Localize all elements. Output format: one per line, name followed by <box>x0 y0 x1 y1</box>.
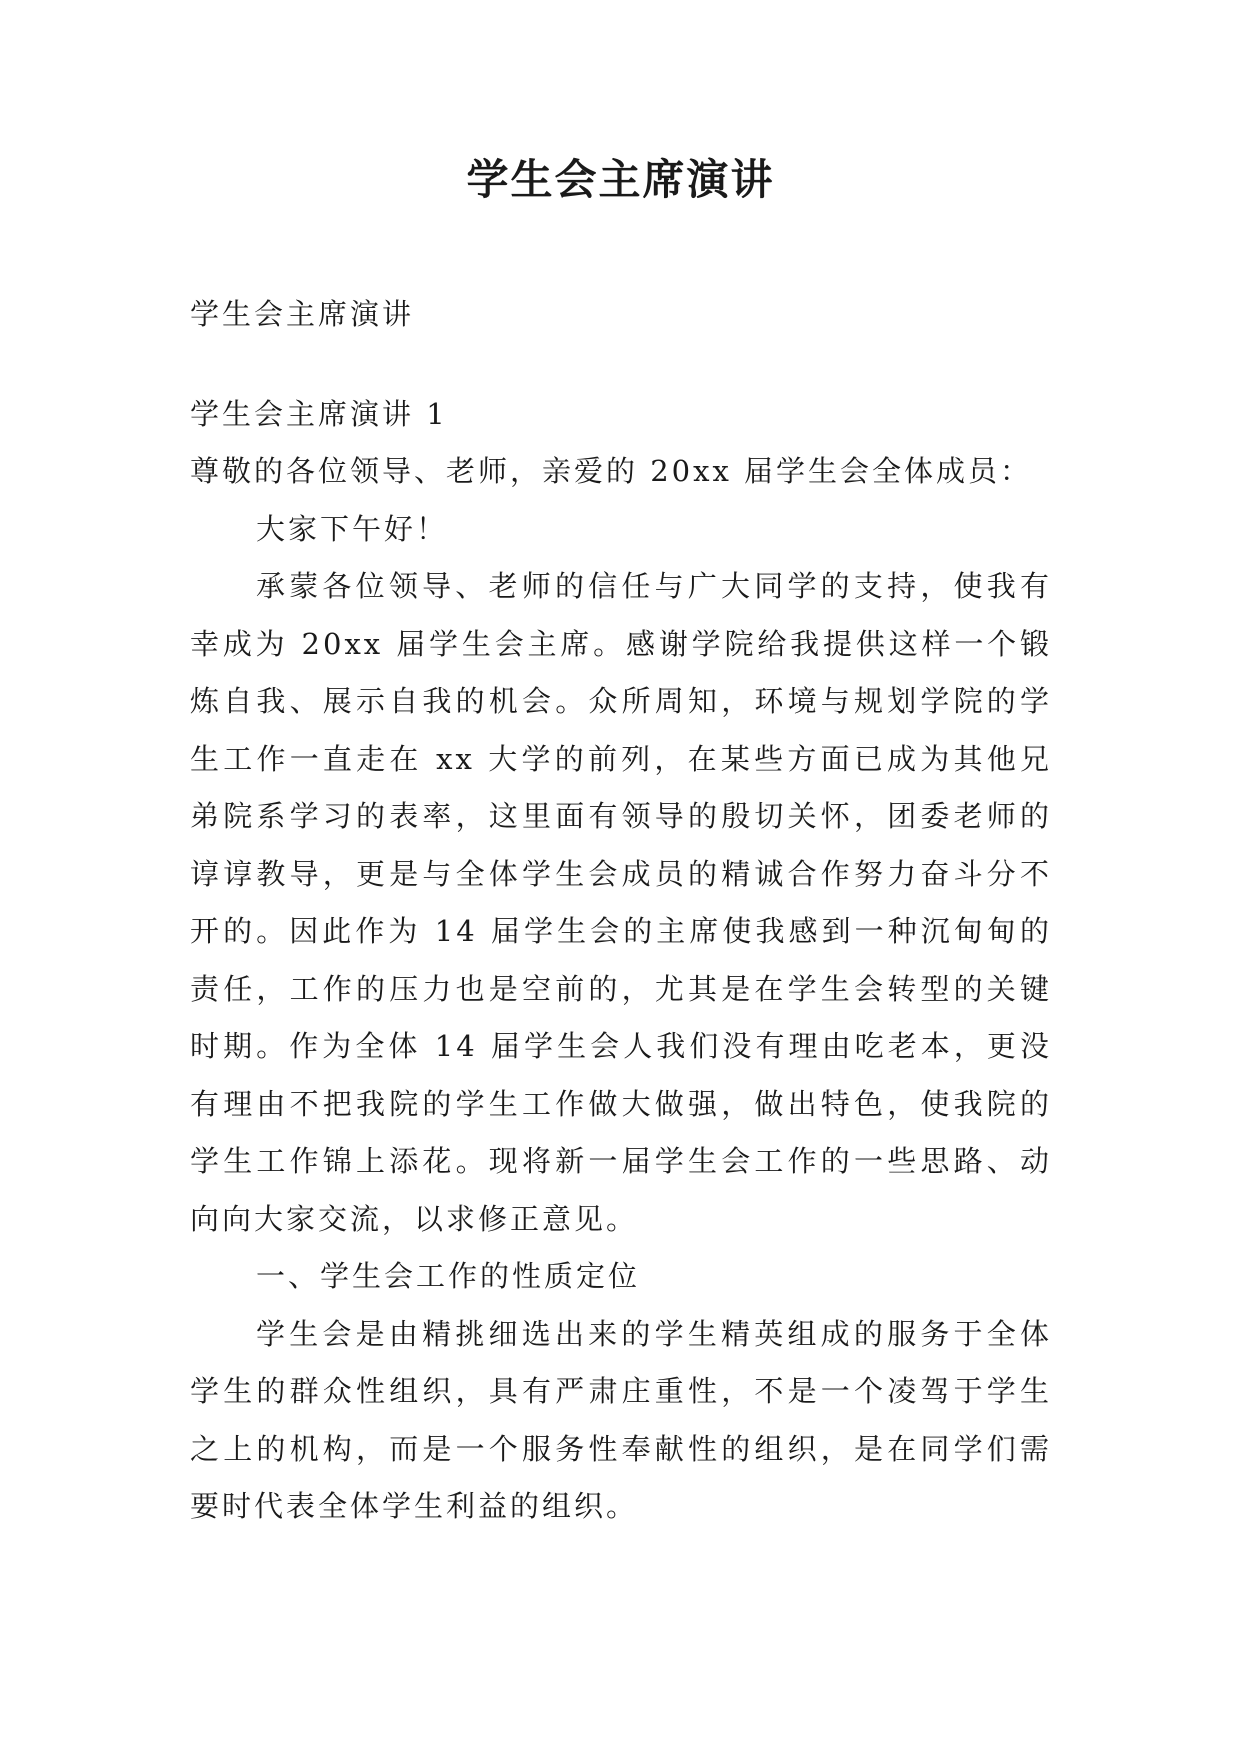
document-title: 学生会主席演讲 <box>466 155 775 204</box>
heading-1: 一、学生会工作的性质定位 <box>256 1259 641 1293</box>
paragraph-1: 承蒙各位领导、老师的信任与广大同学的支持，使我有幸成为 20xx 届学生会主席。感谢学院给我提供这样一个锻炼自我、展示自我的机会。众所周知，环境与规划学院的学生工作一直走在 xx 大学的前列，在某些方面已成为其他兄弟院系学习的表率，这里面有领导的殷切关怀，团委老师的谆谆教导，更是与全体学生会成员的精诚合作努力奋斗分不开的。因此作为 14 届学生会的主席使我感到一种沉甸甸的责任，工作的压力也是空前的，尤其是在学生会转型的关键时期。作为全体 14 届学生会人我们没有理由吃老本，更没有理由不把我院的学生工作做大做强，做出特色，使我院的学生工作锦上添花。现将新一届学生会工作的一些思路、动向向大家交流，以求修正意见。 <box>190 569 1052 1236</box>
section-heading: 学生会主席演讲 1 <box>190 397 448 431</box>
paragraph-2: 学生会是由精挑细选出来的学生精英组成的服务于全体学生的群众性组织，具有严肃庄重性，不是一个凌驾于学生之上的机构，而是一个服务性奉献性的组织，是在同学们需要时代表全体学生利益的组织。 <box>190 1316 1052 1523</box>
greeting: 大家下午好！ <box>256 511 449 546</box>
document-body <box>190 285 1052 1536</box>
document-subtitle: 学生会主席演讲 <box>190 297 415 331</box>
salutation: 尊敬的各位领导、老师，亲爱的 20xx 届学生会全体成员： <box>190 454 1033 488</box>
